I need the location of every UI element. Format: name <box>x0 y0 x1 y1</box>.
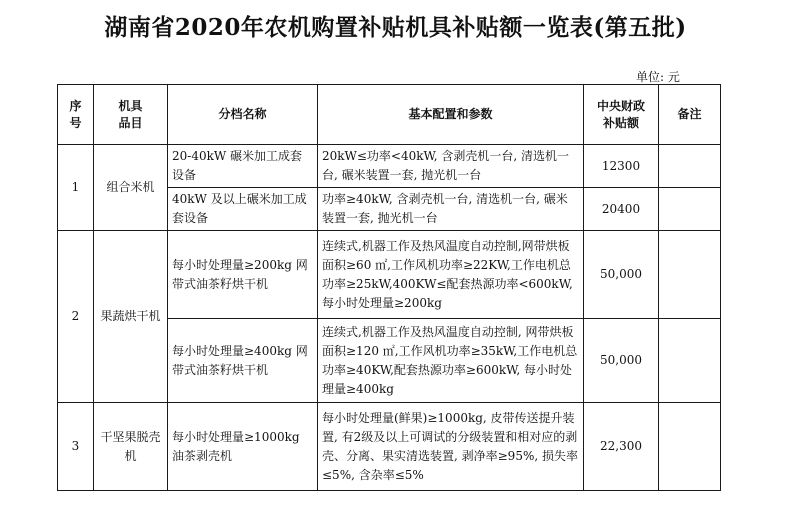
cell-machine: 干坚果脱壳机 <box>94 403 168 491</box>
table-row <box>58 145 721 188</box>
cell-grade: 40kW 及以上碾米加工成套设备 <box>168 188 318 231</box>
cell-grade: 20-40kW 碾米加工成套设备 <box>168 145 318 188</box>
cell-remark <box>659 231 721 319</box>
cell-config: 20kW≤功率<40kW, 含剥壳机一台, 清选机一台, 碾米装置一套, 抛光机一台 <box>318 145 584 188</box>
cell-machine: 果蔬烘干机 <box>94 231 168 403</box>
cell-seq: 2 <box>58 231 94 403</box>
cell-grade: 每小时处理量≥200kg 网带式油茶籽烘干机 <box>168 231 318 319</box>
cell-subsidy: 12300 <box>584 145 659 188</box>
cell-seq: 1 <box>58 145 94 231</box>
cell-remark <box>659 403 721 491</box>
header-subsidy <box>584 85 659 145</box>
header-seq-line1: 序 <box>69 98 82 113</box>
cell-subsidy: 20400 <box>584 188 659 231</box>
cell-config: 连续式,机器工作及热风温度自动控制,网带烘板面积≥60 ㎡,工作风机功率≥22KW,工作电机总功率≥25kW,400KW≤配套热源功率<600kW, 每小时处理量≥200kg <box>318 231 584 319</box>
document-title: 湖南省2020年农机购置补贴机具补贴额一览表(第五批) <box>104 14 687 41</box>
cell-remark <box>659 188 721 231</box>
header-config: 基本配置和参数 <box>318 85 584 145</box>
header-remark: 备注 <box>659 85 721 145</box>
header-machine <box>94 85 168 145</box>
cell-grade: 每小时处理量≥1000kg 油茶剥壳机 <box>168 403 318 491</box>
cell-machine: 组合米机 <box>94 145 168 231</box>
cell-grade: 每小时处理量≥400kg 网带式油茶籽烘干机 <box>168 319 318 403</box>
cell-config: 连续式,机器工作及热风温度自动控制, 网带烘板面积≥120 ㎡,工作风机功率≥35kW,工作电机总功率≥40KW,配套热源功率≥600kW, 每小时处理量≥400kg <box>318 319 584 403</box>
header-grade-name: 分档名称 <box>168 85 318 145</box>
cell-subsidy: 50,000 <box>584 231 659 319</box>
header-seq <box>58 85 94 145</box>
header-machine-line1: 机具 <box>118 98 143 113</box>
subsidy-table <box>57 84 721 491</box>
cell-remark <box>659 145 721 188</box>
unit-label: 单位: 元 <box>636 70 680 84</box>
cell-config: 功率≥40kW, 含剥壳机一台, 清选机一台, 碾米装置一套, 抛光机一台 <box>318 188 584 231</box>
header-seq-line2: 号 <box>69 115 82 130</box>
table-header-row <box>58 85 721 145</box>
cell-config: 每小时处理量(鲜果)≥1000kg, 皮带传送提升装置, 有2级及以上可调试的分级装置和相对应的剥壳、分离、果实清选装置, 剥净率≥95%, 损失率≤5%, 含杂率≤5% <box>318 403 584 491</box>
cell-subsidy: 50,000 <box>584 319 659 403</box>
header-subsidy-line2: 补贴额 <box>602 115 639 130</box>
table-row <box>58 403 721 491</box>
header-subsidy-line1: 中央财政 <box>596 98 645 113</box>
cell-subsidy: 22,300 <box>584 403 659 491</box>
header-machine-line2: 品目 <box>118 115 143 130</box>
table-row <box>58 231 721 319</box>
cell-seq: 3 <box>58 403 94 491</box>
cell-remark <box>659 319 721 403</box>
